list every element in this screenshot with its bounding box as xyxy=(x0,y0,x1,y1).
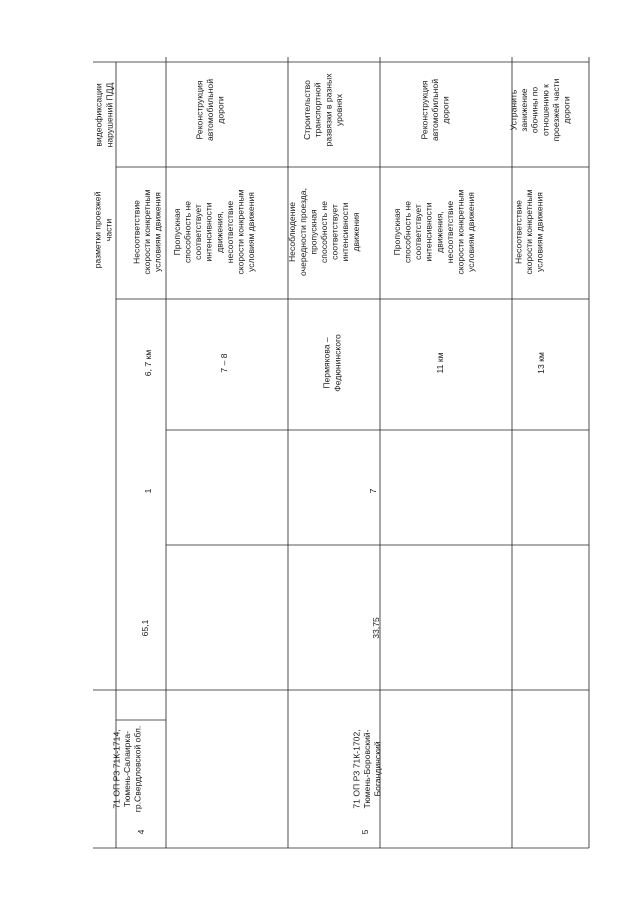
row5-seg3-reason xyxy=(513,189,544,274)
row4-seg1-reason-line: движения, xyxy=(214,211,225,253)
row4-number xyxy=(136,829,146,834)
row4-road-line: гр.Свердловской обл. xyxy=(132,725,143,813)
header-c7 xyxy=(93,191,114,268)
row5-seg3-measure-line: проезжей части xyxy=(550,78,561,142)
row4-road-line: Тюмень-Салаирка- xyxy=(122,730,132,808)
row4-seg1-reason-line: Пропускная xyxy=(171,208,182,256)
row4-seg1-place-line: 6, 7 км xyxy=(143,349,153,377)
row5-seg3-measure xyxy=(509,78,572,141)
row5-length xyxy=(371,617,381,639)
row5-seg2-reason-line: движения, xyxy=(434,211,445,253)
row4-seg1-reason-line: соответствует xyxy=(193,204,204,260)
row5-seg1-reason xyxy=(287,188,361,276)
row5-seg1-reason-line: соответствует xyxy=(329,204,340,260)
row4-seg1-reason-line: несоответствие xyxy=(224,200,235,264)
row5-seg2-reason-line: соответствует xyxy=(413,204,424,260)
row5-seg1-measure-line: транспортной xyxy=(312,82,323,138)
header-c8-line: нарушений ПДД xyxy=(104,82,115,148)
row5-seg1-place-line: Федюнинского xyxy=(332,334,343,392)
row4-road-line: 71 ОП РЗ 71К-1714, xyxy=(111,729,122,809)
row5-seg1-measure-line: развязки в разных xyxy=(323,73,334,147)
row5-seg1-reason-line: интенсивности xyxy=(340,202,351,262)
row5-length-line: 33,75 xyxy=(371,617,381,639)
table-grid xyxy=(93,57,589,848)
top-reason xyxy=(131,189,162,274)
row5-seg1-reason-line: пропускная xyxy=(308,209,319,255)
row5-seg2-place xyxy=(435,352,445,373)
row5-number xyxy=(360,829,370,834)
row4-seg1-place2 xyxy=(219,353,229,372)
row5-seg2-measure-line: Реконструкция xyxy=(419,80,430,140)
row5-seg1-measure xyxy=(302,73,344,147)
row5-seg3-reason-line: Несоответствие xyxy=(513,200,524,264)
top-reason-line: Несоответствие xyxy=(131,200,142,264)
row4-seg1-measure-line: автомобильной xyxy=(205,78,215,142)
header-c7-line: части xyxy=(103,218,114,242)
row5-seg1-reason-line: способность не xyxy=(319,201,329,263)
row5-seg1-measure-line: уровнях xyxy=(333,93,344,127)
row5-seg3-measure-line: обочины по xyxy=(529,86,540,134)
row5-seg3-measure-line: дороги xyxy=(561,96,572,124)
row4-seg1-place xyxy=(143,350,153,376)
row5-seg1-place-line: Пермякова – xyxy=(321,337,332,389)
row4-length xyxy=(140,619,150,636)
row5-seg1-place xyxy=(322,334,343,392)
row5-seg2-measure-line: автомобильной xyxy=(430,78,440,142)
header-c8-line: видеофиксации xyxy=(93,83,104,147)
row5-road-line: Тюмень-Боровский- xyxy=(362,729,372,809)
row5-seg2-reason xyxy=(392,189,476,274)
row5-seg2-reason-line: несоответствие xyxy=(444,200,455,264)
row5-seg3-place xyxy=(536,352,546,374)
row5-seg2-place-line: 11 км xyxy=(435,352,445,374)
row5-road xyxy=(351,729,382,808)
row4-number-line: 4 xyxy=(136,829,146,835)
row4-seg1-measure-line: дороги xyxy=(215,96,226,124)
row5-number-line: 5 xyxy=(360,829,370,835)
row5-seg3-reason-line: условиям движения xyxy=(534,192,545,272)
row5-seg2-measure xyxy=(419,79,450,141)
top-reason-line: условиям движения xyxy=(152,192,163,272)
row4-seg1-measure xyxy=(194,79,225,141)
top-reason-line: скорости конкретным xyxy=(142,189,152,275)
row4-seg1-measure-line: Реконструкция xyxy=(194,80,205,140)
row5-seg2-reason-line: скорости конкретным xyxy=(455,189,466,275)
row5-seg2-measure-line: дороги xyxy=(440,96,451,124)
row5-seg3-reason-line: скорости конкретным xyxy=(524,189,534,275)
row5-seg3-measure-line: занижение xyxy=(519,88,530,132)
row5-seg2-reason-line: способность не xyxy=(402,201,413,263)
header-c7-line: разметки проезжей xyxy=(92,191,103,269)
row4-count-line: 1 xyxy=(143,488,153,494)
row5-road-line: Богандинский xyxy=(372,741,383,797)
row5-seg2-reason-line: Пропускная xyxy=(391,208,402,256)
row4-count xyxy=(143,488,153,493)
row5-seg3-place-line: 13 км xyxy=(536,352,546,374)
row5-seg3-measure-line: Устранить xyxy=(508,89,519,131)
row4-seg1-reason-line: скорости конкретным xyxy=(235,189,246,275)
row5-seg1-reason-line: движения xyxy=(350,212,361,252)
row4-road xyxy=(111,726,142,813)
row5-seg1-reason-line: очередности проезда, xyxy=(297,188,308,276)
row5-seg1-reason-line: Несоблюдение xyxy=(287,201,298,263)
header-c8 xyxy=(94,82,115,147)
row5-seg1-measure-line: Строительство xyxy=(302,80,313,140)
row4-length-line: 65,1 xyxy=(140,619,150,637)
row5-count xyxy=(368,488,378,493)
row4-seg1-place2-line: 7 – 8 xyxy=(219,353,229,373)
row4-seg1-reason-line: способность не xyxy=(182,201,193,263)
row5-road-line: 71 ОП РЗ 71К-1702, xyxy=(351,729,362,809)
row5-seg2-reason-line: интенсивности xyxy=(423,202,434,262)
row5-seg3-measure-line: отношению к xyxy=(540,84,551,136)
row4-seg1-reason-line: условиям движения xyxy=(246,192,257,272)
row4-seg1-reason-line: интенсивности xyxy=(203,202,214,262)
row5-count-line: 7 xyxy=(368,488,378,494)
row5-seg2-reason-line: условиям движения xyxy=(466,192,477,272)
row4-seg1-reason xyxy=(172,189,256,274)
